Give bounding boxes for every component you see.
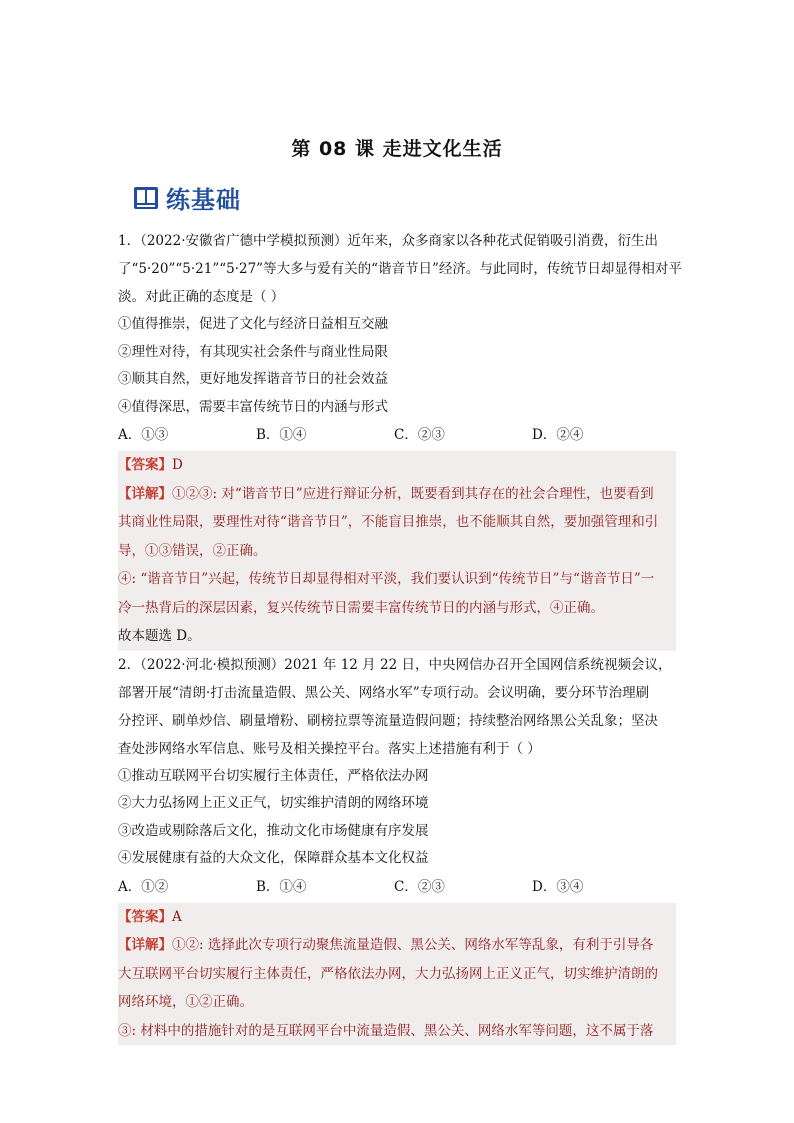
answer-choices [118,421,676,449]
statement-option: ③改造或剔除落后文化，推动文化市场健康有序发展 [118,822,429,839]
choice-c: C．②③ [394,878,445,895]
detail-line [118,480,676,509]
answer-value: A [172,908,182,925]
question-stem-line: 1．（2022·安徽省广德中学模拟预测）近年来，众多商家以各种花式促销吸引消费，衍生出 [118,233,658,249]
question-stem-line: 查处涉网络水军信息、账号及相关操控平台。落实上述措施有利于（ ） [118,740,541,757]
section-label: 练基础 [166,186,241,214]
choice-d: D．②④ [532,427,584,443]
answer-choices [118,873,676,901]
detail-line: ④: “谐音节日”兴起，传统节日却显得相对平淡，我们要认识到“传统节日”与“谐音节日”一 [118,571,655,587]
choice-d: D．③④ [532,878,584,895]
choice-a: A．①② [118,878,169,895]
answer-line [118,903,676,932]
lesson-title: 第 08 课 走进文化生活 [291,138,503,160]
answer-value: D [172,457,183,473]
choice-b: B．①④ [256,427,307,443]
book-icon [132,185,160,211]
detail-text: ①②③: 对“谐音节日”应进行辩证分析，既要看到其存在的社会合理性，也要看到 [172,485,654,502]
detail-line: 其商业性局限，要理性对待“谐音节日”，不能盲目推崇，也不能顺其自然，要加强管理和引 [118,514,659,530]
statement-option: ②大力弘扬网上正义正气，切实维护清朗的网络环境 [118,795,429,811]
question-1 [118,227,682,651]
detail-line: 冷一热背后的深层因素，复兴传统节日需要丰富传统节日的内涵与形式，④正确。 [118,599,604,616]
choice-a: A．①③ [118,427,169,443]
answer-line [118,451,676,480]
question-flow [118,227,682,1045]
conclusion-line: 故本题选 D。 [118,628,201,644]
detail-line: 网络环境，①②正确。 [118,994,253,1010]
detail-line: 导，①③错误，②正确。 [118,542,267,559]
question-2 [118,651,676,1046]
statement-option: ④值得深思，需要丰富传统节日的内涵与形式 [118,398,388,415]
detail-text: ①②: 选择此次专项行动聚焦流量造假、黑公关、网络水军等乱象，有利于引导各 [172,937,654,953]
statement-option: ③顺其自然，更好地发挥谐音节日的社会效益 [118,371,388,387]
answer-label: 【答案】 [118,457,172,473]
choice-c: C．②③ [394,427,445,443]
section-heading [132,180,241,215]
detail-label: 【详解】 [118,937,172,953]
statement-option: ②理性对待，有其现实社会条件与商业性局限 [118,343,388,360]
detail-line [118,931,676,960]
detail-line: 大互联网平台切实履行主体责任，严格依法办网，大力弘扬网上正义正气，切实维护清朗的 [118,965,658,982]
detail-label: 【详解】 [118,485,172,502]
choice-b: B．①④ [256,878,307,895]
detail-line: ③: 材料中的措施针对的是互联网平台中流量造假、黑公关、网络水军等问题，这不属于落 [118,1022,654,1039]
answer-explanation-box [118,903,676,1046]
answer-label: 【答案】 [118,908,172,925]
question-stem-line: 淡。对此正确的态度是（ ） [118,289,285,305]
question-stem-line: 分控评、刷单炒信、刷量增粉、刷榜拉票等流量造假问题；持续整治网络黑公关乱象；坚决 [118,712,658,729]
answer-explanation-box [118,451,676,651]
statement-option: ④发展健康有益的大众文化，保障群众基本文化权益 [118,850,429,866]
statement-option: ①推动互联网平台切实履行主体责任，严格依法办网 [118,767,429,784]
question-stem-line: 2．（2022·河北·模拟预测）2021 年 12 月 22 日，中央网信办召开全国网信系统视频会议， [118,656,672,673]
question-stem-line: 部署开展“清朗·打击流量造假、黑公关、网络水军”专项行动。会议明确，要分环节治理刷 [118,684,650,701]
question-stem-line: 了“5·20”“5·21”“5·27”等大多与爱有关的“谐音节日”经济。与此同时，传统节日却显得相对平 [118,261,682,277]
statement-option: ①值得推崇，促进了文化与经济日益相互交融 [118,316,388,332]
